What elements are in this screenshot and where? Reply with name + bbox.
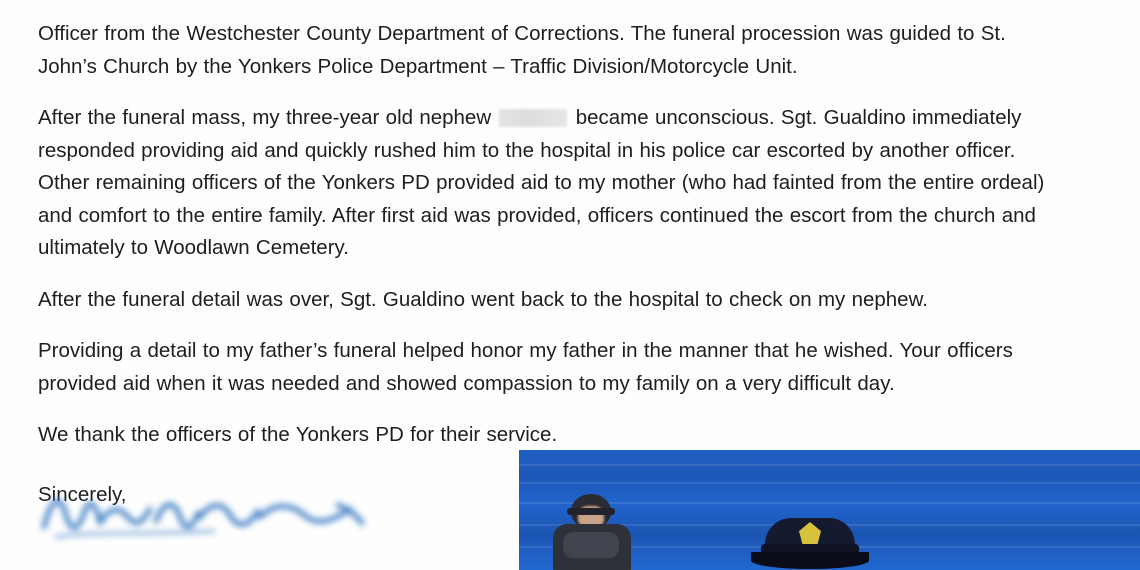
redaction-block [499,109,567,127]
closing-salutation: Sincerely, [38,482,127,506]
paragraph-nephew-before-redaction: After the funeral mass, my three-year old nephew [38,106,498,129]
paragraph-thanks-detail [38,335,1066,400]
paragraph-thank-you [38,419,1066,452]
paragraph-nephew-line-5: the escort from the church and ultimately to Woodlawn Cemetery. [38,203,1036,259]
officer-figure [549,494,635,570]
signature-image [38,487,368,549]
paragraph-nephew-after-redaction: became unconscious. Sgt. Gualdino [569,106,906,129]
paragraph-nephew-line-4: from the entire ordeal) and comfort to the entire family. After first aid was provided, officers continued [38,171,1045,227]
paragraph-thank-you-line-1: We thank the officers of the Yonkers PD for their service. [38,423,558,446]
paragraph-procession [38,18,1066,83]
paragraph-hospital-visit [38,284,1066,317]
paragraph-nephew-line-2: immediately responded providing aid and quickly rushed him to the hospital in his police car escorted by [38,106,1022,162]
paragraph-nephew [38,102,1066,265]
paragraph-thanks-detail-line-1: Providing a detail to my father’s funeral helped honor my father in the manner that he wished. Your [38,339,941,362]
paragraph-procession-line-1: Officer from the Westchester County Department of Corrections. The funeral procession was guided to [38,22,975,45]
paragraph-nephew-line-3: another officer. Other remaining officers of the Yonkers PD provided aid to my mother (who had fainted [38,138,1016,194]
paragraph-thanks-detail-line-2: officers provided aid when it was needed and showed compassion to my family on a very difficult day. [38,339,1013,395]
paragraph-procession-line-2: St. John’s Church by the Yonkers Police Department – Traffic Division/Motorcycle Unit. [38,22,1006,78]
police-dress-cap [751,518,869,570]
paragraph-hospital-visit-line-1: After the funeral detail was over, Sgt. Gualdino went back to the hospital to check on my nephew. [38,287,928,311]
letter-body [38,0,1066,510]
photo-police-ceremony [519,450,1140,570]
